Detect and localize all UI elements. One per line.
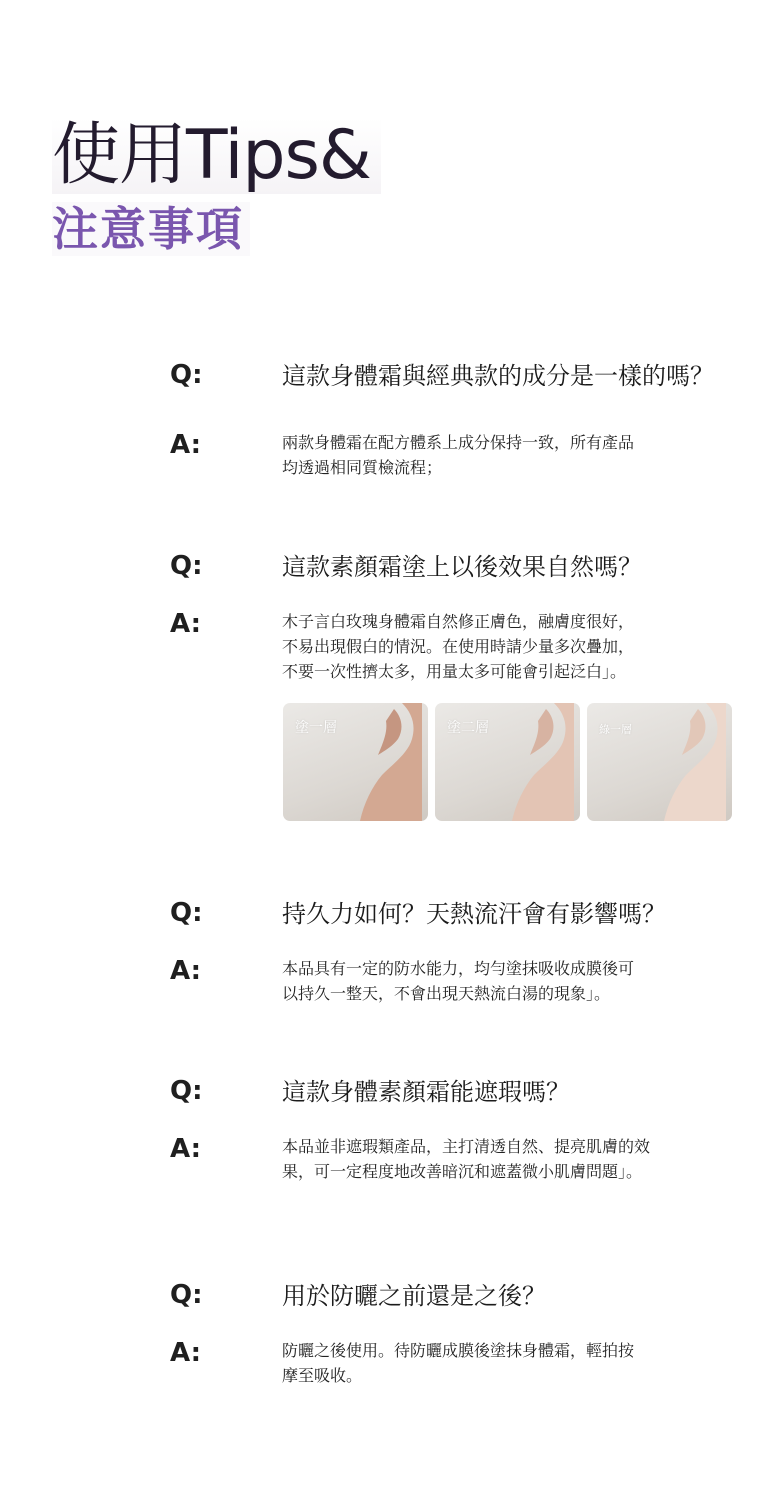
- answer-label: A:: [170, 1338, 202, 1368]
- hand-image: [494, 703, 574, 821]
- answer-line: 以持久一整天，不會出現天熱流白湯的現象」。: [282, 984, 611, 1003]
- answer-label: A:: [170, 609, 202, 639]
- title-block: [52, 118, 381, 256]
- question-text: 持久力如何？天熱流汗會有影響嗎？: [282, 900, 666, 928]
- answer-line: 摩至吸收。: [282, 1366, 363, 1385]
- comparison-photos: [283, 703, 733, 821]
- photo-caption: 塗一層: [295, 720, 337, 736]
- answer-line: 不易出現假白的情況。在使用時請少量多次疊加，: [282, 637, 635, 656]
- page-subtitle: 注意事項: [52, 202, 250, 256]
- answer-line: 本品具有一定的防水能力，均勻塗抹吸收成膜後可: [282, 959, 635, 978]
- question-label: Q:: [170, 551, 203, 581]
- photo-second-layer: [435, 703, 580, 821]
- answer-line: 防曬之後使用。待防曬成膜後塗抹身體霜，輕拍按: [282, 1341, 635, 1360]
- answer-label: A:: [170, 430, 202, 460]
- page-title: 使用Tips&: [52, 118, 381, 194]
- hand-image: [342, 703, 422, 821]
- answer-label: A:: [170, 956, 202, 986]
- answer-line: 不要一次性擠太多，用量太多可能會引起泛白」。: [282, 662, 627, 681]
- answer-line: 木子言白玫瑰身體霜自然修正膚色，融膚度很好，: [282, 612, 635, 631]
- question-text: 用於防曬之前還是之後？: [282, 1282, 546, 1310]
- question-label: Q:: [170, 898, 203, 928]
- photo-caption: 綠一層: [599, 723, 632, 736]
- question-label: Q:: [170, 360, 203, 390]
- answer-line: 均透過相同質檢流程；: [282, 458, 443, 477]
- answer-line: 本品並非遮瑕類產品，主打清透自然、提亮肌膚的效: [282, 1137, 651, 1156]
- answer-label: A:: [170, 1134, 202, 1164]
- question-label: Q:: [170, 1076, 203, 1106]
- question-label: Q:: [170, 1280, 203, 1310]
- hand-image: [646, 703, 726, 821]
- question-text: 這款身體霜與經典款的成分是一樣的嗎？: [282, 362, 714, 390]
- photo-third-layer: [587, 703, 732, 821]
- answer-line: 果，可一定程度地改善暗沉和遮蓋微小肌膚問題」。: [282, 1162, 643, 1181]
- question-text: 這款素顏霜塗上以後效果自然嗎？: [282, 553, 642, 581]
- photo-first-layer: [283, 703, 428, 821]
- question-text: 這款身體素顏霜能遮瑕嗎？: [282, 1078, 570, 1106]
- photo-caption: 塗二層: [447, 720, 489, 736]
- answer-line: 兩款身體霜在配方體系上成分保持一致，所有產品: [282, 433, 635, 452]
